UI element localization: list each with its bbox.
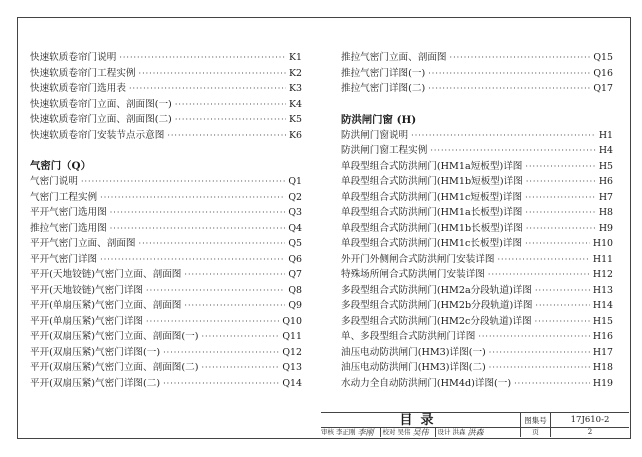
- toc-right-column: [341, 50, 613, 391]
- toc-entry[interactable]: [30, 205, 302, 221]
- toc-entry-title: 平开(双扇压紧)气密门详图(二): [30, 377, 161, 389]
- reviewer-signature: 李刚: [357, 428, 374, 437]
- toc-entry-code: H18: [592, 362, 613, 373]
- toc-entry-title: 单段型组合式防洪闸门(HM1c长板型)详图: [341, 238, 523, 249]
- toc-entry-code: Q15: [593, 52, 613, 63]
- toc-entry[interactable]: [341, 267, 613, 283]
- toc-entry-code: K5: [289, 114, 302, 125]
- toc-entry-title: 快速软质卷帘门安装节点示意图: [30, 129, 165, 141]
- toc-entry[interactable]: [30, 50, 302, 66]
- leader-dots: [525, 236, 590, 252]
- toc-entry-code: H12: [592, 269, 613, 280]
- toc-entry-code: Q1: [288, 176, 302, 187]
- toc-entry-title: 推拉气密门选用图: [30, 222, 107, 234]
- toc-entry[interactable]: [30, 221, 302, 237]
- leader-dots: [163, 376, 279, 392]
- toc-entry-title: 平开(天地铰链)气密门详图: [30, 284, 144, 296]
- signature-row: [321, 428, 521, 437]
- toc-entry[interactable]: [341, 143, 613, 159]
- toc-entry[interactable]: [30, 329, 302, 345]
- leader-dots: [139, 236, 286, 252]
- toc-entry-title: 平开(单扇压紧)气密门详图: [30, 315, 144, 327]
- toc-entry[interactable]: [341, 159, 613, 175]
- toc-entry-code: Q2: [288, 191, 302, 203]
- toc-entry-code: H8: [598, 207, 613, 218]
- toc-entry[interactable]: [341, 128, 613, 144]
- toc-entry-title: 防洪闸门窗说明: [341, 129, 409, 141]
- leader-dots: [514, 376, 590, 392]
- toc-entry-title: 快速软质卷帘门立面、剖面图(一): [30, 98, 172, 110]
- toc-entry-code: Q5: [288, 238, 302, 249]
- design-label: 设计: [437, 428, 451, 436]
- leader-dots: [535, 283, 590, 299]
- toc-entry-code: Q3: [288, 207, 302, 218]
- leader-dots: [129, 81, 286, 97]
- toc-entry[interactable]: [341, 252, 613, 268]
- toc-entry[interactable]: [30, 97, 302, 113]
- leader-dots: [119, 50, 286, 66]
- toc-entry-title: 平开气密门详图: [30, 253, 98, 265]
- toc-entry-title: 平开气密门立面、剖面图: [30, 238, 136, 249]
- toc-entry[interactable]: [30, 376, 302, 392]
- leader-dots: [175, 112, 286, 128]
- leader-dots: [139, 66, 287, 82]
- toc-entry-code: K3: [289, 83, 302, 94]
- review-label: 审核: [321, 428, 334, 436]
- leader-dots: [450, 50, 591, 66]
- toc-entry[interactable]: [341, 81, 613, 97]
- toc-entry-code: H15: [592, 315, 613, 327]
- toc-entry-title: 油压电动防洪闸门(HM3)详图(二): [341, 362, 486, 373]
- toc-entry-title: 气密门说明: [30, 176, 78, 187]
- toc-entry[interactable]: [30, 81, 302, 97]
- leader-dots: [146, 283, 285, 299]
- toc-entry-code: H7: [598, 191, 613, 203]
- toc-entry[interactable]: [341, 314, 613, 330]
- toc-entry[interactable]: [30, 112, 302, 128]
- toc-left-column: [30, 50, 302, 391]
- toc-entry[interactable]: [341, 298, 613, 314]
- page-number: 2: [587, 428, 593, 436]
- section-heading-h: 防洪闸门窗 (H): [341, 113, 417, 126]
- toc-entry[interactable]: [30, 314, 302, 330]
- toc-entry-code: H14: [592, 300, 613, 311]
- toc-entry[interactable]: [341, 360, 613, 376]
- check-label: 校对: [382, 428, 396, 436]
- leader-dots: [100, 190, 285, 206]
- toc-entry-title: 平开(双扇压紧)气密门立面、剖面图(一): [30, 331, 199, 342]
- leader-dots: [498, 252, 590, 268]
- toc-entry-title: 防洪闸门窗工程实例: [341, 145, 428, 156]
- toc-entry-title: 气密门工程实例: [30, 191, 98, 203]
- toc-entry-title: 平开(天地铰链)气密门立面、剖面图: [30, 269, 182, 280]
- toc-entry-code: H1: [598, 129, 613, 141]
- section-heading-q: 气密门（Q）: [30, 160, 92, 172]
- leader-dots: [525, 190, 596, 206]
- toc-entry-code: H9: [598, 222, 613, 234]
- leader-dots: [428, 81, 590, 97]
- toc-entry[interactable]: [341, 66, 613, 82]
- toc-entry-code: H6: [598, 176, 613, 187]
- toc-entry-title: 特殊场所闸合式防洪闸门安装详图: [341, 269, 485, 280]
- reviewer-name: 李正刚: [336, 428, 356, 436]
- toc-entry-code: Q11: [282, 331, 302, 342]
- checker-name: 吴伟: [397, 428, 411, 436]
- checker-signature: 吴伟: [412, 428, 429, 437]
- leader-dots: [526, 221, 596, 237]
- toc-entry-code: H13: [592, 284, 613, 296]
- toc-entry-code: H16: [592, 331, 613, 342]
- leader-dots: [478, 329, 590, 345]
- toc-entry-title: 多段型组合式防洪闸门(HM2a分段轨道)详图: [341, 284, 532, 296]
- toc-entry[interactable]: [341, 283, 613, 299]
- toc-entry-title: 油压电动防洪闸门(HM3)详图(一): [341, 346, 486, 358]
- toc-entry-code: Q7: [288, 269, 302, 280]
- toc-entry[interactable]: [30, 190, 302, 206]
- toc-entry-code: H17: [592, 346, 613, 358]
- toc-entry[interactable]: [341, 376, 613, 392]
- leader-dots: [201, 329, 279, 345]
- toc-entry-title: 单段型组合式防洪闸门(HM1a短板型)详图: [341, 160, 523, 172]
- toc-entry-code: Q13: [282, 362, 302, 373]
- toc-entry-title: 单段型组合式防洪闸门(HM1a长板型)详图: [341, 207, 523, 218]
- divider: [380, 428, 381, 437]
- toc-entry[interactable]: [341, 205, 613, 221]
- leader-dots: [167, 128, 286, 144]
- toc-entry-code: H5: [598, 160, 613, 172]
- toc-entry[interactable]: [30, 360, 302, 376]
- toc-entry-code: H11: [592, 253, 613, 265]
- leader-dots: [525, 159, 595, 175]
- toc-entry-title: 推拉气密门详图(二): [341, 83, 426, 94]
- leader-dots: [430, 143, 596, 159]
- toc-entry-title: 平开(双扇压紧)气密门立面、剖面图(二): [30, 362, 199, 373]
- leader-dots: [489, 360, 590, 376]
- toc-entry[interactable]: [30, 128, 302, 144]
- atlas-number: 17J610-2: [551, 413, 629, 428]
- toc-entry[interactable]: [30, 236, 302, 252]
- leader-dots: [175, 97, 286, 113]
- toc-entry[interactable]: [341, 50, 613, 66]
- toc-entry-title: 单、多段型组合式防洪闸门详图: [341, 331, 476, 342]
- toc-entry-code: Q12: [282, 346, 302, 358]
- leader-dots: [488, 267, 590, 283]
- toc-entry-code: Q17: [593, 83, 613, 94]
- leader-dots: [201, 360, 279, 376]
- toc-entry-code: Q6: [288, 253, 302, 265]
- toc-entry-code: Q16: [593, 67, 613, 79]
- toc-entry-title: 单段型组合式防洪闸门(HM1c短板型)详图: [341, 191, 523, 203]
- toc-entry[interactable]: [341, 190, 613, 206]
- leader-dots: [163, 345, 279, 361]
- divider: [435, 428, 436, 437]
- toc-entry[interactable]: [30, 66, 302, 82]
- leader-dots: [525, 205, 595, 221]
- toc-entry-title: 平开(双扇压紧)气密门详图(一): [30, 346, 161, 358]
- toc-entry-title: 快速软质卷帘门说明: [30, 52, 117, 63]
- toc-entry[interactable]: [30, 345, 302, 361]
- designer-signature: 洪森: [467, 428, 484, 437]
- toc-entry-title: 单段型组合式防洪闸门(HM1b短板型)详图: [341, 176, 523, 187]
- leader-dots: [146, 314, 279, 330]
- toc-entry-title: 外开门外侧闸合式防洪闸门安装详图: [341, 253, 495, 265]
- toc-entry[interactable]: [341, 345, 613, 361]
- toc-entry[interactable]: [30, 283, 302, 299]
- toc-entry[interactable]: [30, 267, 302, 283]
- toc-entry-code: K1: [289, 52, 302, 63]
- toc-entry-title: 推拉气密门详图(一): [341, 67, 426, 79]
- toc-entry-code: K2: [289, 67, 302, 79]
- drawing-name: 目录: [321, 413, 521, 428]
- toc-entry-code: H19: [592, 377, 613, 389]
- toc-entry-code: K6: [289, 129, 302, 141]
- toc-entry[interactable]: [341, 236, 613, 252]
- page-label: 页: [521, 428, 551, 437]
- toc-entry[interactable]: [30, 298, 302, 314]
- toc-entry-code: Q4: [288, 222, 302, 234]
- leader-dots: [411, 128, 596, 144]
- toc-entry-code: Q8: [288, 284, 302, 296]
- toc-entry-title: 单段型组合式防洪闸门(HM1b长板型)详图: [341, 222, 523, 234]
- designer-name: 洪森: [452, 428, 466, 436]
- toc-entry-title: 快速软质卷帘门选用表: [30, 83, 126, 94]
- toc-entry[interactable]: [341, 329, 613, 345]
- leader-dots: [110, 221, 286, 237]
- leader-dots: [489, 345, 590, 361]
- toc-entry-code: Q10: [282, 315, 302, 327]
- toc-entry-code: Q14: [282, 377, 302, 389]
- toc-entry-title: 多段型组合式防洪闸门(HM2c分段轨道)详图: [341, 315, 532, 327]
- leader-dots: [110, 205, 286, 221]
- leader-dots: [100, 252, 285, 268]
- leader-dots: [184, 267, 285, 283]
- leader-dots: [81, 174, 285, 190]
- leader-dots: [184, 298, 285, 314]
- toc-entry-title: 推拉气密门立面、剖面图: [341, 52, 447, 63]
- toc-entry-title: 水动力全自动防洪闸门(HM4d)详图(一): [341, 377, 512, 389]
- title-block: [321, 412, 629, 437]
- leader-dots: [535, 314, 590, 330]
- toc-entry-code: H10: [592, 238, 613, 249]
- toc-entry[interactable]: [341, 221, 613, 237]
- toc-entry[interactable]: [30, 174, 302, 190]
- toc-entry-code: K4: [289, 98, 302, 110]
- leader-dots: [428, 66, 590, 82]
- atlas-number-label: 图集号: [521, 413, 551, 428]
- toc-entry-title: 快速软质卷帘门工程实例: [30, 67, 136, 79]
- toc-entry[interactable]: [30, 252, 302, 268]
- leader-dots: [535, 298, 589, 314]
- leader-dots: [526, 174, 596, 190]
- toc-entry-title: 多段型组合式防洪闸门(HM2b分段轨道)详图: [341, 300, 533, 311]
- toc-entry-code: Q9: [288, 300, 302, 311]
- toc-entry-code: H4: [598, 145, 613, 156]
- toc-entry-title: 快速软质卷帘门立面、剖面图(二): [30, 114, 172, 125]
- toc-entry-title: 平开气密门选用图: [30, 207, 107, 218]
- toc-entry-title: 平开(单扇压紧)气密门立面、剖面图: [30, 300, 182, 311]
- toc-entry[interactable]: [341, 174, 613, 190]
